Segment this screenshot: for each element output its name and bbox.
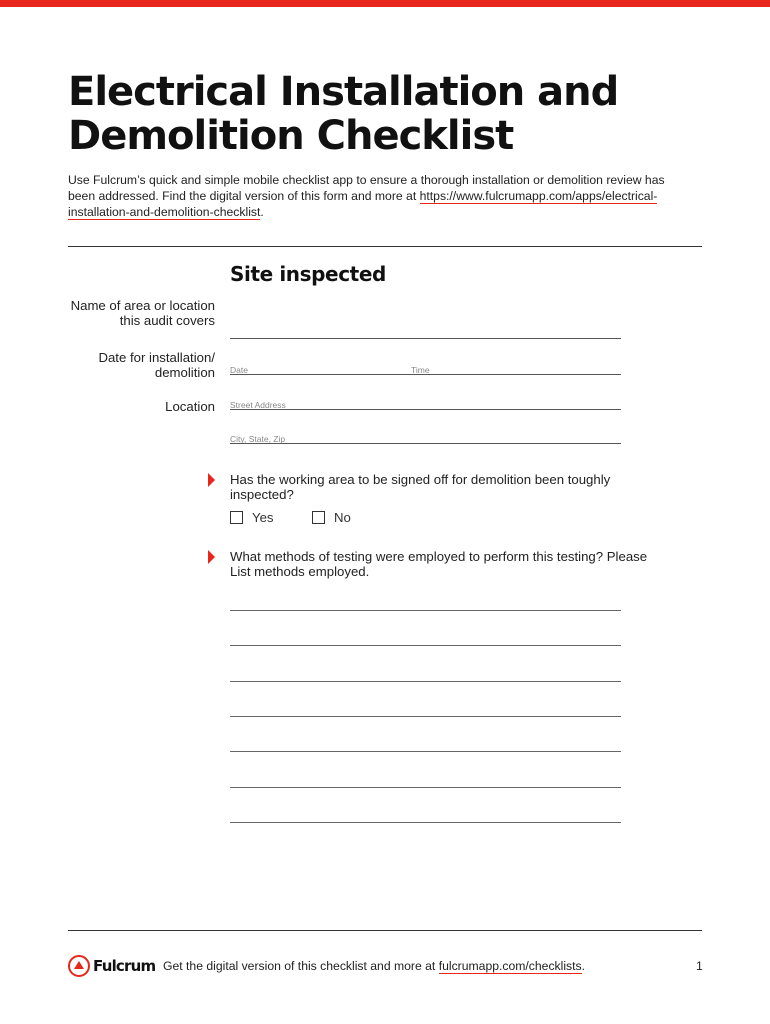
city-state-zip-hint: City, State, Zip xyxy=(230,434,286,444)
area-input-line[interactable] xyxy=(230,338,621,339)
top-accent-bar xyxy=(0,0,770,7)
fulcrum-logo-icon xyxy=(68,955,90,977)
intro-paragraph xyxy=(68,172,668,220)
date-hint: Date xyxy=(230,365,248,375)
yes-label: Yes xyxy=(252,510,274,525)
city-state-zip-input-line[interactable] xyxy=(230,443,621,444)
yes-checkbox[interactable] xyxy=(230,511,243,524)
footer-text-main: Get the digital version of this checklist and more at xyxy=(163,959,439,973)
page-title xyxy=(68,70,708,158)
yes-option[interactable] xyxy=(230,510,274,525)
question-arrow-icon xyxy=(208,473,215,487)
answer-line[interactable] xyxy=(230,645,621,646)
footer-text-end: . xyxy=(581,959,586,973)
answer-line[interactable] xyxy=(230,610,621,611)
footer-text xyxy=(163,959,585,973)
time-hint: Time xyxy=(411,365,430,375)
answer-line[interactable] xyxy=(230,822,621,823)
area-label: Name of area or location this audit covers xyxy=(70,298,215,328)
street-address-input-line[interactable] xyxy=(230,409,621,410)
intro-link[interactable]: https://www.fulcrumapp.com/apps/electrical-installation-and-demolition-checklist xyxy=(68,189,658,219)
fulcrum-logo xyxy=(68,955,155,977)
top-divider xyxy=(68,246,702,247)
question-1-text: Has the working area to be signed off for demolition been toughly inspected? xyxy=(230,472,611,502)
footer-link[interactable]: fulcrumapp.com/checklists xyxy=(438,959,582,973)
title-line-2: Demolition Checklist xyxy=(68,113,514,159)
date-input-line[interactable] xyxy=(230,374,411,375)
no-checkbox[interactable] xyxy=(312,511,325,524)
answer-line[interactable] xyxy=(230,716,621,717)
page-number: 1 xyxy=(696,959,703,973)
footer-divider xyxy=(68,930,702,931)
answer-line[interactable] xyxy=(230,787,621,788)
no-option[interactable] xyxy=(312,510,351,525)
intro-end: . xyxy=(260,205,264,219)
question-arrow-icon xyxy=(208,550,215,564)
answer-line[interactable] xyxy=(230,681,621,682)
time-input-line[interactable] xyxy=(411,374,621,375)
street-address-hint: Street Address xyxy=(230,400,286,410)
no-label: No xyxy=(334,510,351,525)
intro-text: Use Fulcrum’s quick and simple mobile checklist app to ensure a thorough installation or demolition review has been addressed. Find the digital version of this form and more at xyxy=(68,173,665,203)
section-title: Site inspected xyxy=(230,262,386,286)
date-label: Date for installation/ demolition xyxy=(98,350,215,380)
answer-line[interactable] xyxy=(230,751,621,752)
title-line-1: Electrical Installation and xyxy=(68,69,619,115)
location-label: Location xyxy=(165,399,215,414)
question-2-text: What methods of testing were employed to perform this testing? Please List methods employed. xyxy=(230,549,648,579)
fulcrum-logo-text: Fulcrum xyxy=(93,957,156,975)
